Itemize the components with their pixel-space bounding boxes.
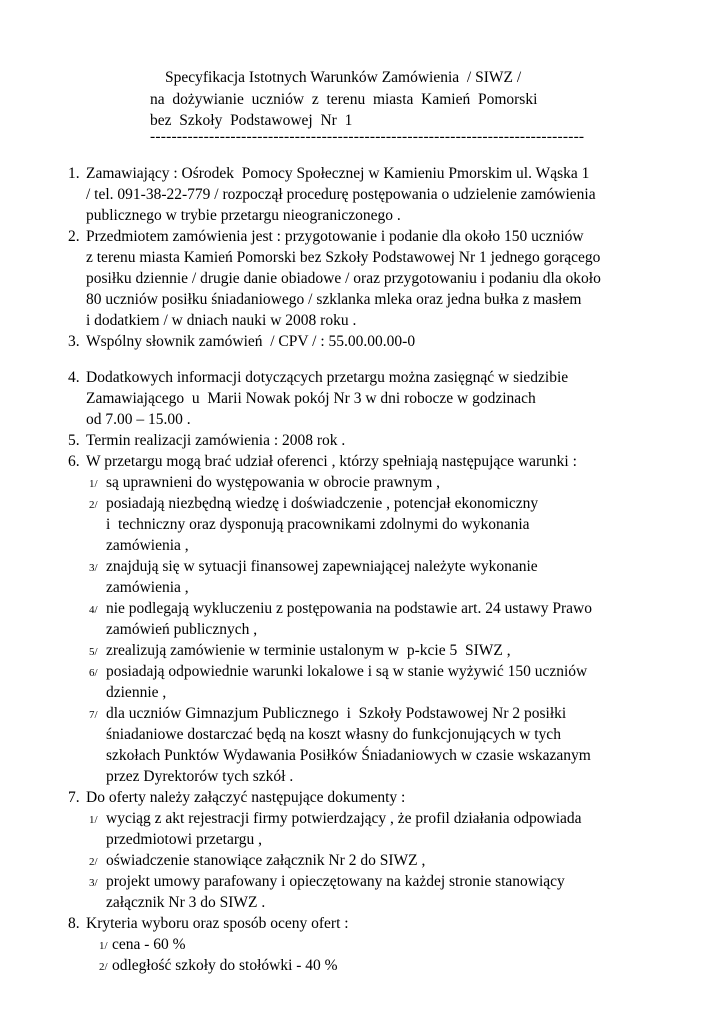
subitem-line: dziennie , [106, 684, 167, 701]
item-2-number: 2. [68, 228, 80, 245]
subitem-line: oświadczenie stanowiące załącznik Nr 2 do SIWZ , [106, 852, 426, 869]
item-2-line: posiłku dziennie / drugie danie obiadowe / oraz przygotowaniu i podaniu dla około [86, 270, 601, 287]
subitem-line: przedmiotowi przetargu , [106, 831, 262, 848]
subitem-number: 2/ [89, 499, 98, 511]
item-2-line: i dodatkiem / w dniach nauki w 2008 roku . [86, 312, 357, 329]
subitem-line: znajdują się w sytuacji finansowej zapewniającej należyte wykonanie [106, 558, 538, 575]
item-6-line: W przetargu mogą brać udział oferenci , którzy spełniają następujące warunki : [86, 453, 577, 470]
item-3-number: 3. [68, 333, 80, 350]
subitem-line: posiadają odpowiednie warunki lokalowe i są w stanie wyżywić 150 uczniów [106, 663, 588, 680]
item-4-line: od 7.00 – 15.00 . [86, 411, 191, 428]
item-4-line: Dodatkowych informacji dotyczących przetargu można zasięgnąć w siedzibie [86, 369, 569, 386]
item-7-number: 7. [68, 789, 80, 806]
item-2-line: z terenu miasta Kamień Pomorski bez Szkoły Podstawowej Nr 1 jednego gorącego [86, 249, 601, 266]
subitem-line: odległość szkoły do stołówki - 40 % [112, 957, 338, 974]
subitem-line: nie podlegają wykluczeniu z postępowania na podstawie art. 24 ustawy Prawo [106, 600, 592, 617]
subitem-line: wyciąg z akt rejestracji firmy potwierdzający , że profil działania odpowiada [106, 810, 582, 827]
header-rule: --------------------------------------------------------------------------------- [150, 128, 585, 145]
subitem-line: projekt umowy parafowany i opieczętowany na każdej stronie stanowiący [106, 873, 565, 890]
subitem-number: 6/ [89, 667, 98, 679]
item-1-line: / tel. 091-38-22-779 / rozpoczął procedurę postępowania o udzielenie zamówienia [86, 186, 596, 203]
subitem-line: są uprawnieni do występowania w obrocie prawnym , [106, 474, 441, 491]
subitem-line: zrealizują zamówienie w terminie ustalonym w p-kcie 5 SIWZ , [106, 642, 511, 659]
doc-title-line2: na dożywianie uczniów z terenu miasta Kamień Pomorski [150, 91, 538, 108]
doc-title-line1: Specyfikacja Istotnych Warunków Zamówienia / SIWZ / [165, 69, 522, 86]
item-2-line: 80 uczniów posiłku śniadaniowego / szklanka mleka oraz jedna bułka z masłem [86, 291, 582, 308]
subitem-line: załącznik Nr 3 do SIWZ . [106, 894, 266, 911]
item-6-number: 6. [68, 453, 80, 470]
subitem-number: 1/ [99, 940, 108, 952]
subitem-number: 4/ [89, 604, 98, 616]
item-5-number: 5. [68, 432, 80, 449]
item-1-number: 1. [68, 165, 80, 182]
subitem-number: 2/ [89, 856, 98, 868]
item-7-line: Do oferty należy załączyć następujące dokumenty : [86, 789, 406, 806]
subitem-line: i techniczny oraz dysponują pracownikami zdolnymi do wykonania [106, 516, 530, 533]
item-8-number: 8. [68, 915, 80, 932]
item-5-line: Termin realizacji zamówienia : 2008 rok . [86, 432, 346, 449]
subitem-number: 1/ [89, 814, 98, 826]
subitem-line: śniadaniowe dostarczać będą na koszt własny do funkcjonujących w tych [106, 726, 561, 743]
subitem-number: 3/ [89, 562, 98, 574]
item-4-number: 4. [68, 369, 80, 386]
item-8-line: Kryteria wyboru oraz sposób oceny ofert : [86, 915, 349, 932]
subitem-number: 1/ [89, 478, 98, 490]
item-1-line: publicznego w trybie przetargu nieograniczonego . [86, 207, 401, 224]
subitem-number: 3/ [89, 877, 98, 889]
item-2-line: Przedmiotem zamówienia jest : przygotowanie i podanie dla około 150 uczniów [86, 228, 584, 245]
subitem-line: zamówienia , [106, 537, 189, 554]
subitem-line: zamówień publicznych , [106, 621, 258, 638]
subitem-line: posiadają niezbędną wiedzę i doświadczenie , potencjał ekonomiczny [106, 495, 539, 512]
subitem-number: 7/ [89, 709, 98, 721]
item-1-line: Zamawiający : Ośrodek Pomocy Społecznej w Kamieniu Pmorskim ul. Wąska 1 [86, 165, 590, 182]
subitem-line: przez Dyrektorów tych szkół . [106, 768, 294, 785]
subitem-line: zamówienia , [106, 579, 189, 596]
item-4-line: Zamawiającego u Marii Nowak pokój Nr 3 w dni robocze w godzinach [86, 390, 536, 407]
subitem-line: szkołach Punktów Wydawania Posiłków Śniadaniowych w czasie wskazanym [106, 747, 591, 764]
subitem-line: dla uczniów Gimnazjum Publicznego i Szkoły Podstawowej Nr 2 posiłki [106, 705, 567, 722]
item-3-line: Wspólny słownik zamówień / CPV / : 55.00.00.00-0 [86, 333, 416, 350]
subitem-number: 5/ [89, 646, 98, 658]
subitem-line: cena - 60 % [112, 936, 186, 953]
subitem-number: 2/ [99, 961, 108, 973]
doc-title-line3: bez Szkoły Podstawowej Nr 1 [150, 112, 353, 129]
